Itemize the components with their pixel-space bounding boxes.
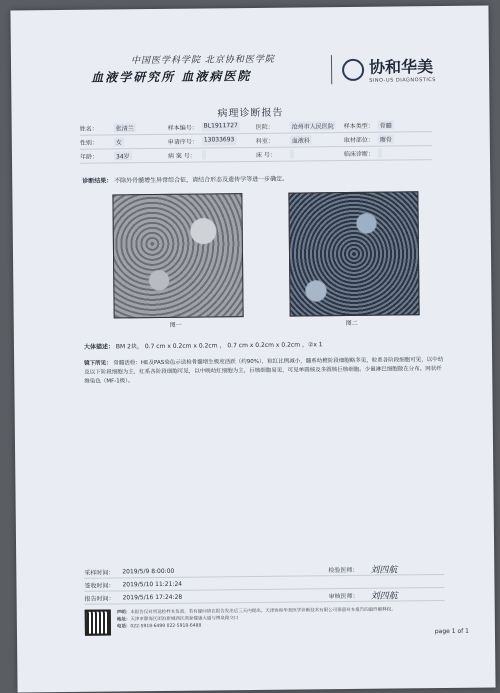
info-row — [80, 146, 432, 164]
gross-label: 大体描述： — [83, 343, 115, 351]
header-logos — [91, 48, 461, 96]
micrograph-image-2 — [288, 191, 419, 316]
brand-subtitle: SINO-US DIAGNOSTICS — [369, 77, 436, 84]
note-text: 本报告仅对所送检样本负责，若有疑问请在报告发出后三天内提出。天津协和华美医学诊断技术有限公司保留对本报告的最终解释权。 — [130, 607, 396, 616]
calligraphy-line-1: 中国医学科学院 北京协和医学院 — [130, 54, 275, 67]
qr-code-icon — [85, 610, 111, 636]
info-value: 张清兰 — [114, 123, 136, 132]
footer-key-2: 检验医师： — [328, 566, 359, 574]
report-paper — [10, 6, 495, 693]
image-caption-1: 图一 — [169, 321, 182, 329]
info-key: 样本类型： — [343, 122, 374, 131]
gross-section — [84, 339, 323, 350]
info-key: 取材部位： — [343, 136, 374, 145]
footer-notes — [85, 605, 495, 635]
doctor-signature: 刘四航 — [370, 565, 398, 576]
footer-value: 2019/5/16 17:24:28 — [122, 593, 183, 601]
institute-calligraphy — [91, 51, 321, 85]
image-caption-2: 图二 — [345, 319, 358, 328]
brand-name: 协和华美 — [368, 57, 434, 77]
note-label: 声明： — [116, 610, 131, 616]
info-key: 临床诊断： — [343, 150, 375, 159]
footer-times — [84, 562, 444, 605]
phone-label: 电话： — [116, 624, 131, 630]
calligraphy-line-2: 血液学研究所 血液病医院 — [91, 69, 252, 85]
info-key: 姓名： — [79, 125, 98, 133]
footer-key-2: 审核医师： — [328, 592, 359, 600]
info-value: 骨髓 — [378, 121, 394, 130]
footer-value: 2019/5/10 11:21:24 — [122, 580, 183, 588]
info-key: 年龄： — [79, 153, 99, 161]
info-value: 34岁 — [114, 151, 132, 160]
info-value — [290, 150, 294, 159]
info-value — [378, 149, 382, 158]
footer-key: 采样时间： — [84, 568, 115, 577]
microscopic-section — [84, 356, 444, 387]
address-text: 天津市静海区团泊新城西区鸿泰健康大道与博泉路交口 — [130, 616, 239, 623]
page-number: page 1 of 1 — [434, 627, 470, 636]
microscopic-text: 骨髓活检：HE及PAS染色示送检骨髓增生极度活跃（约90%），粒红比例减小，髓系幼稚阶段细胞略多见，粒系各阶段细胞可见，以中幼及以下阶段细胞为主，红系各阶段细胞可见，以中晚幼红细胞为主，巨核细胞易见，可见单圆核及多圆核巨核细胞。少量淋巴细胞散在分布。网状纤维染色（MF-1级）。 — [84, 357, 444, 385]
info-key: 申请序号： — [167, 138, 198, 146]
info-key: 医院： — [255, 123, 274, 131]
report-title: 病理诊断报告 — [217, 107, 284, 120]
footer-key: 报告时间： — [84, 594, 115, 603]
gross-text: BM 2块， 0.7 cm x 0.2cm x 0.2cm ， 0.7 cm x 0.2cm x 0.2cm ，②x 1 — [115, 341, 323, 351]
info-value: 髂骨 — [378, 135, 394, 144]
info-key: 病 案 号： — [167, 152, 196, 160]
info-value: BL1911727 — [202, 122, 240, 131]
info-value — [202, 150, 206, 159]
micrograph-image-1 — [112, 193, 243, 318]
address-label: 地址： — [116, 617, 131, 623]
diagnosis-label: 诊断结果： — [82, 177, 113, 185]
patient-info-table — [80, 118, 432, 164]
info-value: 沧州市人民医院 — [290, 121, 336, 130]
brand-logo — [331, 54, 436, 84]
info-key: 科室： — [255, 137, 274, 145]
info-key: 样本编号： — [167, 124, 198, 132]
phone-text: 022-5918-6499 022-5918-6488 — [130, 623, 202, 630]
diagnosis-text: 不除外骨髓增生异常综合征，请结合形态及遗传学等进一步确定。 — [114, 175, 289, 185]
info-key: 床 号： — [255, 151, 276, 159]
info-value: 女 — [114, 137, 124, 146]
reviewer-signature: 刘四航 — [370, 590, 398, 602]
info-key: 性别： — [79, 139, 98, 147]
footer-row — [85, 588, 445, 605]
diagnosis-section — [82, 174, 288, 185]
footer-key: 签收时间： — [84, 581, 115, 590]
footer-value: 2019/5/9 8:00:00 — [122, 567, 175, 575]
microscopic-label: 镜下所见： — [84, 360, 112, 367]
brand-icon — [342, 58, 364, 80]
info-value: 13033693 — [202, 136, 237, 145]
info-value: 血液科 — [290, 135, 312, 144]
